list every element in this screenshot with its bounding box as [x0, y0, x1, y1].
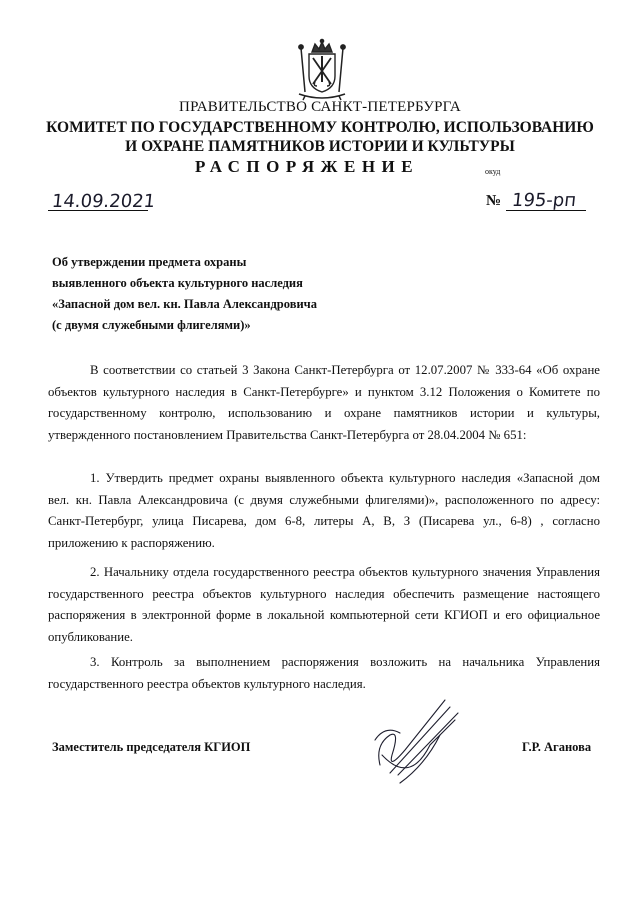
document-date: 14.09.2021 [50, 191, 157, 212]
number-sign: № [486, 193, 502, 209]
government-title: ПРАВИТЕЛЬСТВО САНКТ-ПЕТЕРБУРГА [179, 99, 461, 115]
date-underline [48, 210, 148, 211]
handwritten-signature-icon [370, 695, 470, 787]
body-paragraph-item1 [48, 468, 600, 554]
number-underline [506, 210, 586, 211]
document-subject [52, 252, 317, 336]
body-paragraph-item2 [48, 562, 600, 648]
okud-label: окуд [485, 167, 501, 176]
committee-title-line1: КОМИТЕТ ПО ГОСУДАРСТВЕННОМУ КОНТРОЛЮ, ИСПОЛЬЗОВАНИЮ [46, 119, 594, 136]
subject-line: «Запасной дом вел. кн. Павла Александровича [52, 297, 317, 311]
paragraph-text: 1. Утвердить предмет охраны выявленного объекта культурного наследия «Запасной дом вел. кн. Павла Александровича (с двумя служебными флигелями)», расположенного по адресу: Санкт-Петербург, улица Писарева, дом 6-8, литеры А, В, З (Писарева ул., 6-8) , согласно приложению к распоряжению. [48, 471, 600, 550]
document-number: 195-рп [510, 190, 578, 211]
document-type: РАСПОРЯЖЕНИЕ [195, 157, 420, 176]
subject-line: выявленного объекта культурного наследия [52, 276, 303, 290]
paragraph-text: 2. Начальнику отдела государственного реестра объектов культурного значения Управления государственного реестра объектов культурного наследия обеспечить размещение настоящего распоряжения в электронной форме в локальной компьютерной сети КГИОП и его официальное опубликование. [48, 565, 600, 644]
body-paragraph-item3 [48, 652, 600, 695]
committee-title-line2: И ОХРАНЕ ПАМЯТНИКОВ ИСТОРИИ И КУЛЬТУРЫ [125, 138, 515, 155]
committee-title [0, 118, 640, 156]
body-paragraph-preamble [48, 360, 600, 446]
signer-position: Заместитель председателя КГИОП [52, 740, 251, 754]
paragraph-text: 3. Контроль за выполнением распоряжения возложить на начальника Управления государственного реестра объектов культурного наследия. [48, 655, 600, 691]
paragraph-text: В соответствии со статьей 3 Закона Санкт-Петербурга от 12.07.2007 № 333-64 «Об охране объектов культурного наследия в Санкт-Петербурге» и пунктом 3.12 Положения о Комитете по государственному контролю, использованию и охране памятников истории и культуры, утвержденного постановлением Правительства Санкт-Петербурга от 28.04.2004 № 651: [48, 363, 600, 442]
signer-name: Г.Р. Аганова [522, 740, 592, 754]
st-petersburg-coat-of-arms-icon [295, 38, 349, 102]
subject-line: (с двумя служебными флигелями)» [52, 318, 251, 332]
subject-line: Об утверждении предмета охраны [52, 255, 247, 269]
